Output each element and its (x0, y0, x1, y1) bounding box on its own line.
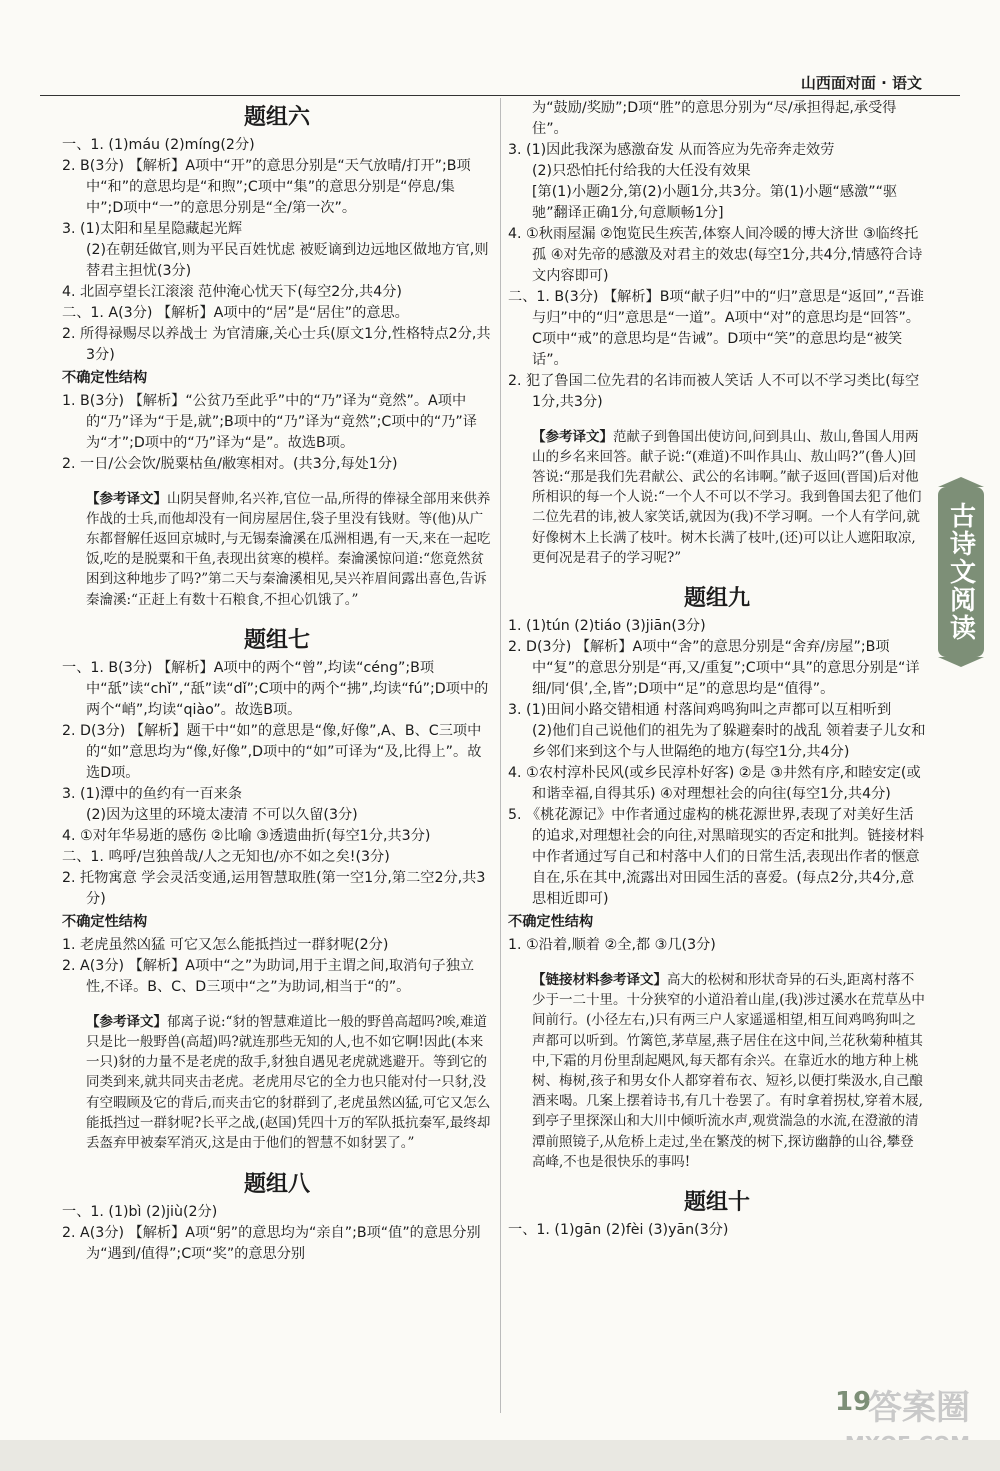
answer-item: 3. (1)因此我深为感激奋发 从而答应为先帝奔走效劳 (508, 142, 835, 158)
group-title: 题组八 (243, 1171, 310, 1197)
answer-item: 2. B(3分) 【解析】A项中“开”的意思分别是“天气放晴/打开”;B项中“和”的意思均是“和煦”;C项中“集”的意思分别是“停息/集中”;D项中“一”的意思分别是“全/第一次”。 (62, 158, 471, 216)
translation-label: 【参考译文】 (86, 1013, 167, 1030)
answer-item: 2. D(3分) 【解析】题干中“如”的意思是“像,好像”,A、B、C三项中的“如”意思均为“像,好像”,D项中的“如”可译为“及,比得上”。故选D项。 (62, 723, 482, 782)
answer-item: 2. 犯了鲁国二位先君的名讳而被人笑话 人不可以不学习类比(每空1分,共3分) (508, 373, 920, 410)
answer-item: 二、1. A(3分) 【解析】A项中的“居”是“居住”的意思。 (62, 305, 409, 321)
answer-item: 4. ①农村淳朴民风(或乡民淳朴好客) ②是 ③井然有序,和睦安定(或和谐幸福,自得其乐) ④对理想社会的向往(每空1分,共4分) (508, 765, 921, 803)
answer-item: 2. 所得禄赐尽以养战士 为官清廉,关心士兵(原文1分,性格特点2分,共3分) (62, 326, 491, 363)
answer-item: 1. ①沿着,顺着 ②全,都 ③几(3分) (508, 937, 716, 954)
answer-item: (2)因为这里的环境太凄清 不可以久留(3分) (86, 807, 358, 824)
answer-item: 4. ①对年华易逝的感伤 ②比喻 ③透遗曲折(每空1分,共3分) (62, 828, 431, 845)
answer-item: (2)他们自己说他们的祖先为了躲避秦时的战乱 领着妻子儿女和乡邻们来到这个与人世隔绝的地方(每空1分,共4分) (532, 723, 926, 761)
answer-item: (2)在朝廷做官,则为平民百姓忧虑 被贬谪到边远地区做地方官,则替君主担忧(3分) (86, 242, 489, 279)
section-heading: 不确定性结构 (62, 914, 148, 931)
header-rule (40, 95, 960, 96)
answer-item: (2)只恐怕托付给我的大任没有效果 (532, 163, 751, 179)
group-title: 题组六 (243, 105, 310, 130)
translation-text: 范献子到鲁国出使访问,问到具山、敖山,鲁国人用两山的乡名来回答。献子说:“(难道)不叫作具山、敖山吗?”(鲁人)回答说:“那是我们先君献公、武公的名讳啊。”献子返回(晋国)后对他所相识的每一个人说:“一个人不可以不学习。我到鲁国去犯了他们二位先君的讳,被人家笑话,就因为(我)不学习啊。一个人有学问,就好像树木上长满了枝叶。树木长满了枝叶,(还)可以让人遮阳取凉,更何况是君子的学习呢?” (532, 428, 922, 566)
answer-item: 2. A(3分) 【解析】A项“躬”的意思均为“亲自”;B项“值”的意思分别为“遇到/值得”;C项“奖”的意思分别 (62, 1224, 481, 1262)
translation-label: 【链接材料参考译文】 (532, 971, 667, 988)
answer-item: 一、1. B(3分) 【解析】A项中的两个“曾”,均读“céng”;B项中“舐”读“chǐ”,“舐”读“dǐ”;C项中的两个“拂”,均读“fú”;D项中的两个“峭”,均读“qiào”。故选B项。 (62, 660, 489, 719)
answer-item: 2. 一日/公会饮/脱粟枯鱼/敝寒相对。(共3分,每处1分) (62, 456, 398, 472)
answer-item: 为“鼓励/奖励”;D项“胜”的意思分别为“尽/承担得起,承受得住”。 (532, 100, 897, 137)
answer-item: 一、1. (1)máu (2)míng(2分) (62, 137, 255, 153)
answer-item: 2. D(3分) 【解析】A项中“舍”的意思分别是“舍弃/房屋”;B项中“复”的意思分别是“再,又/重复”;C项中“具”的意思分别是“详细/同‘俱’,全,皆”;D项中“足”的意思均是“值得”。 (508, 639, 920, 698)
answer-item: 1. 老虎虽然凶猛 可它又怎么能抵挡过一群豺呢(2分) (62, 937, 389, 954)
answer-item: 4. 北固亭望长江滚滚 范仲淹心忧天下(每空2分,共4分) (62, 284, 402, 300)
answer-item: 二、1. B(3分) 【解析】B项“献子归”中的“归”意思是“返回”,“吾谁与归”中的“归”意思是“一道”。A项中“对”的意思均是“回答”。C项中“戒”的意思均是“告诫”。D项中“笑”的意思均是“被笑话”。 (508, 289, 925, 368)
page-number: 19 (835, 1387, 872, 1417)
reference-translation (62, 489, 492, 610)
reference-translation (508, 427, 926, 568)
bottom-band (0, 1440, 1000, 1471)
section-heading: 不确定性结构 (508, 914, 594, 931)
section-heading: 不确定性结构 (62, 370, 148, 386)
answer-item: 2. A(3分) 【解析】A项中“之”为助词,用于主谓之间,取消句子独立性,不译。B、C、D三项中“之”为助词,相当于“的”。 (62, 958, 475, 996)
answer-item: 二、1. 鸣呼/岂独兽哉/人之无知也/亦不如之矣!(3分) (62, 849, 390, 866)
answer-item: 一、1. (1)bì (2)jiù(2分) (62, 1203, 218, 1220)
answer-item: [第(1)小题2分,第(2)小题1分,共3分。第(1)小题“感激”“驱驰”翻译正确1分,句意顺畅1分] (532, 184, 898, 221)
translation-text: 郁离子说:“豺的智慧难道比一般的野兽高超吗?唉,难道只是比一般野兽(高超)吗?就连那些无知的人,也不如它啊!因此(本来一只)豺的力量不是老虎的敌手,豺独自遇见老虎就逃避开。等到它的同类到来,就共同夹击老虎。老虎用尽它的全力也只能对付一只豺,没有空暇顾及它的背后,而夹击它的豺群到了,老虎虽然凶猛,可它又怎么能抵挡过一群豺呢?长平之战,(赵国)凭四十万的军队抵抗秦军,最终却丢盔弃甲被秦军消灭,这是由于他们的智慧不如豺罢了。” (86, 1013, 491, 1151)
left-column (62, 98, 492, 1265)
answer-item: 一、1. (1)gān (2)fèi (3)yān(3分) (508, 1222, 729, 1239)
group-title: 题组九 (683, 586, 750, 612)
answer-item: 5. 《桃花源记》中作者通过虚构的桃花源世界,表现了对美好生活的追求,对理想社会的向往,对黑暗现实的否定和批判。链接材料中作者通过写自己和村落中人们的日常生活,表现出作者的惬意自在,乐在其中,流露出对田园生活的喜爱。(每点2分,共4分,意思相近即可) (508, 807, 925, 908)
watermark-logo-text: 答案圈 (868, 1388, 970, 1428)
reference-translation (62, 1012, 492, 1153)
side-tab: 古诗文阅读 (938, 487, 984, 657)
translation-label: 【参考译文】 (86, 490, 167, 507)
answer-item: 2. 托物寓意 学会灵活变通,运用智慧取胜(第一空1分,第二空2分,共3分) (62, 870, 486, 908)
answer-item: 1. B(3分) 【解析】“公贫乃至此乎”中的“乃”译为“竟然”。A项中的“乃”译为“于是,就”;B项中的“乃”译为“竟然”;C项中的“乃”译为“才”;D项中的“乃”译为“是”。故选B项。 (62, 393, 477, 451)
answer-item: 3. (1)田间小路交错相通 村落间鸡鸣狗叫之声都可以互相听到 (508, 702, 892, 719)
translation-text: 高大的松树和形状奇异的石头,距离村落不少于一二十里。十分狭窄的小道沿着山崖,(我)涉过溪水在荒草丛中间前行。(小径左右,)只有两三户人家遥遥相望,相互间鸡鸣狗叫之声都可以听到。竹篱笆,茅草屋,燕子居住在这中间,兰花秋菊种植其中,下霜的月份里刮起飓风,每天都有余兴。在靠近水的地方种上桃树、梅树,孩子和男女仆人都穿着布衣、短衫,以便打柴汲水,自己酿酒来喝。几案上摆着诗书,有几十卷罢了。有时拿着拐杖,穿着木屐,到亭子里探深山和大川中倾听流水声,观赏湍急的水流,在澄澈的清潭前照镜子,从危桥上走过,坐在繁茂的树下,探访幽静的山谷,攀登高峰,不也是很快乐的事吗! (532, 971, 925, 1170)
column-divider (500, 98, 501, 1413)
answer-item: 3. (1)太阳和星星隐藏起光辉 (62, 221, 243, 237)
group-title: 题组十 (683, 1190, 750, 1216)
header: 山西面对面 · 语文 (800, 74, 922, 92)
translation-label: 【参考译文】 (532, 428, 613, 445)
answer-item: 3. (1)潭中的鱼约有一百来条 (62, 786, 243, 803)
answer-item: 4. ①秋雨屋漏 ②饱览民生疾苦,体察人间冷暖的博大济世 ③临终托孤 ④对先帝的感激及对君主的效忠(每空1分,共4分,情感符合诗文内容即可) (508, 226, 923, 284)
translation-text: 山阴吴督帅,名兴祚,官位一品,所得的俸禄全部用来供养作战的士兵,而他却没有一间房屋居住,袋子里没有钱财。等(他)从广东都督解任返回京城时,与无锡秦瀹溪在瓜洲相遇,有一天,来在一起吃饭,吃的是脱粟和干鱼,表现出贫寒的模样。秦瀹溪惊问道:“您竟然贫困到这种地步了吗?”第二天与秦瀹溪相见,吴兴祚眉间露出喜色,告诉秦瀹溪:“正赶上有数十石粮食,不担心饥饿了。” (86, 490, 491, 608)
group-title: 题组七 (243, 628, 310, 654)
reference-translation (508, 970, 926, 1172)
right-column (508, 98, 926, 1241)
answer-item: 1. (1)tún (2)tiáo (3)jiān(3分) (508, 618, 706, 635)
